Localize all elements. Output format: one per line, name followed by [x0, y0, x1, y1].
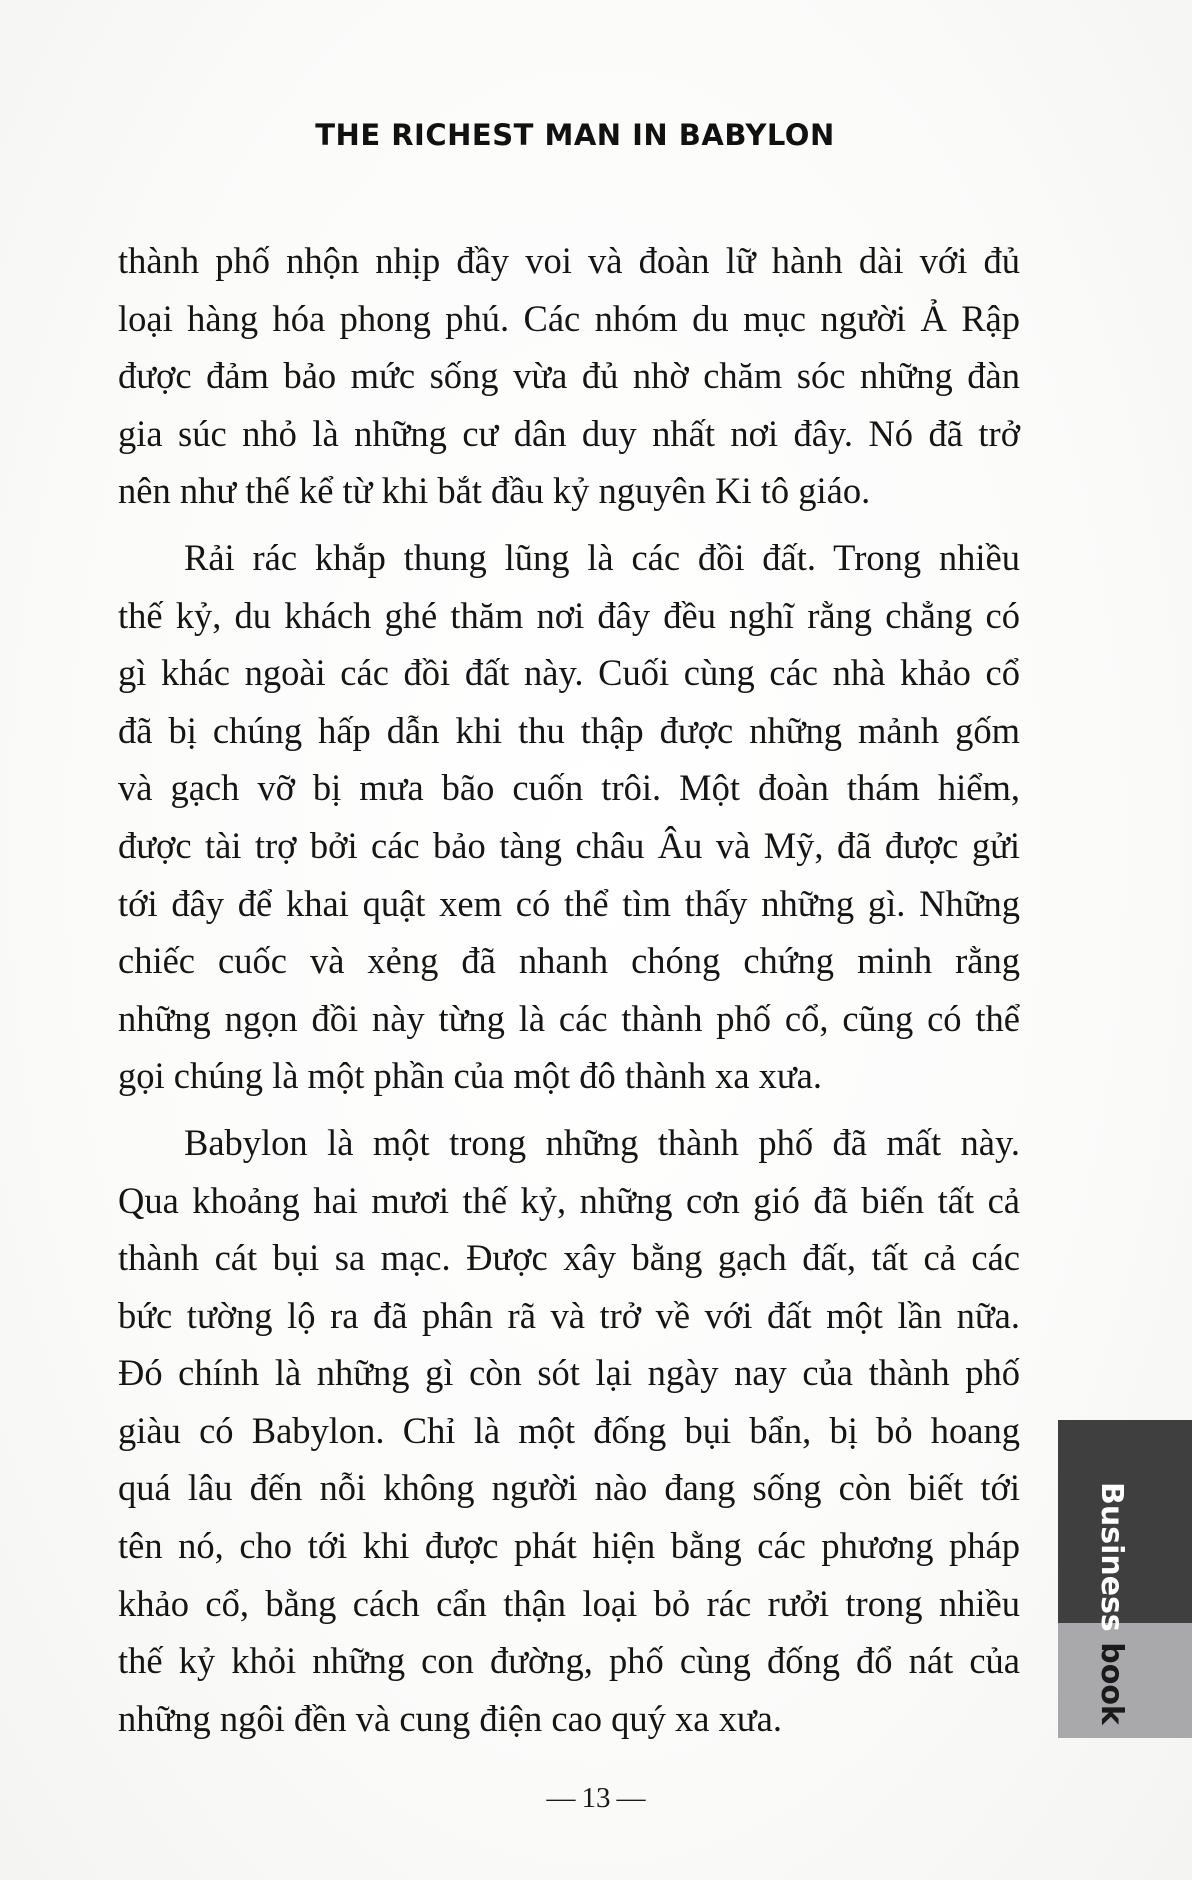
text-line: những ngôi đền và cung điện cao quý xa xưa.: [118, 1697, 782, 1739]
text-line: và gạch vỡ bị mưa bão cuốn trôi. Một đoàn thám hiểm,: [118, 767, 1020, 809]
tab-label: [1092, 1482, 1130, 1725]
page-number: [0, 1782, 1192, 1815]
text-line: giàu có Babylon. Chỉ là một đống bụi bẩn, bị bỏ hoang: [118, 1409, 1020, 1451]
paragraph-2: [118, 529, 1020, 1105]
text-line: gia súc nhỏ là những cư dân duy nhất nơi đây. Nó đã trở: [118, 412, 1020, 454]
text-line: tên nó, cho tới khi được phát hiện bằng các phương pháp: [118, 1525, 1020, 1567]
running-head-title: THE RICHEST MAN IN BABYLON: [315, 118, 835, 152]
text-line: gọi chúng là một phần của một đô thành xa xưa.: [118, 1055, 822, 1097]
text-line: Qua khoảng hai mươi thế kỷ, những cơn gió đã biến tất cả: [118, 1179, 1020, 1221]
text-line: tới đây để khai quật xem có thể tìm thấy những gì. Những: [118, 882, 1020, 924]
text-line: thành phố nhộn nhịp đầy voi và đoàn lữ hành dài với đủ: [118, 240, 1020, 281]
page-number-dash-right: —: [616, 1782, 646, 1814]
section-thumb-tab: [1058, 1420, 1192, 1738]
tab-label-book: book: [1094, 1642, 1129, 1725]
paragraph-gap: [118, 520, 1020, 529]
text-line: nên như thế kể từ khi bắt đầu kỷ nguyên Ki tô giáo.: [118, 470, 871, 512]
text-line: quá lâu đến nỗi không người nào đang sống còn biết tới: [118, 1467, 1020, 1509]
text-line: Babylon là một trong những thành phố đã mất này.: [184, 1121, 1020, 1163]
paragraph-3: [118, 1114, 1020, 1748]
body-text: [118, 232, 1020, 1747]
text-line: thế kỷ, du khách ghé thăm nơi đây đều nghĩ rằng chẳng có: [118, 594, 1020, 636]
text-line: khảo cổ, bằng cách cẩn thận loại bỏ rác rưởi trong nhiều: [118, 1582, 1020, 1624]
text-line: Rải rác khắp thung lũng là các đồi đất. Trong nhiều: [184, 536, 1020, 578]
text-line: được tài trợ bởi các bảo tàng châu Âu và Mỹ, đã được gửi: [118, 824, 1020, 866]
page-number-dash-left: —: [546, 1782, 576, 1814]
text-line: loại hàng hóa phong phú. Các nhóm du mục người Ả Rập: [118, 297, 1020, 339]
paragraph-1: [118, 232, 1020, 520]
text-line: thế kỷ khỏi những con đường, phố cùng đống đổ nát của: [118, 1640, 1020, 1682]
paragraph-gap: [118, 1105, 1020, 1114]
text-line: thành cát bụi sa mạc. Được xây bằng gạch đất, tất cả các: [118, 1237, 1020, 1279]
text-line: gì khác ngoài các đồi đất này. Cuối cùng các nhà khảo cổ: [118, 652, 1020, 694]
text-line: Đó chính là những gì còn sót lại ngày nay của thành phố: [118, 1352, 1020, 1394]
text-line: bức tường lộ ra đã phân rã và trở về với đất một lần nữa.: [118, 1294, 1020, 1336]
text-line: được đảm bảo mức sống vừa đủ nhờ chăm sóc những đàn: [118, 355, 1020, 397]
page-number-value: 13: [581, 1782, 611, 1814]
tab-label-business: Business: [1094, 1482, 1129, 1632]
text-line: những ngọn đồi này từng là các thành phố cổ, cũng có thể: [118, 997, 1020, 1039]
text-line: đã bị chúng hấp dẫn khi thu thập được những mảnh gốm: [118, 709, 1020, 751]
text-line: chiếc cuốc và xẻng đã nhanh chóng chứng minh rằng: [118, 940, 1020, 982]
